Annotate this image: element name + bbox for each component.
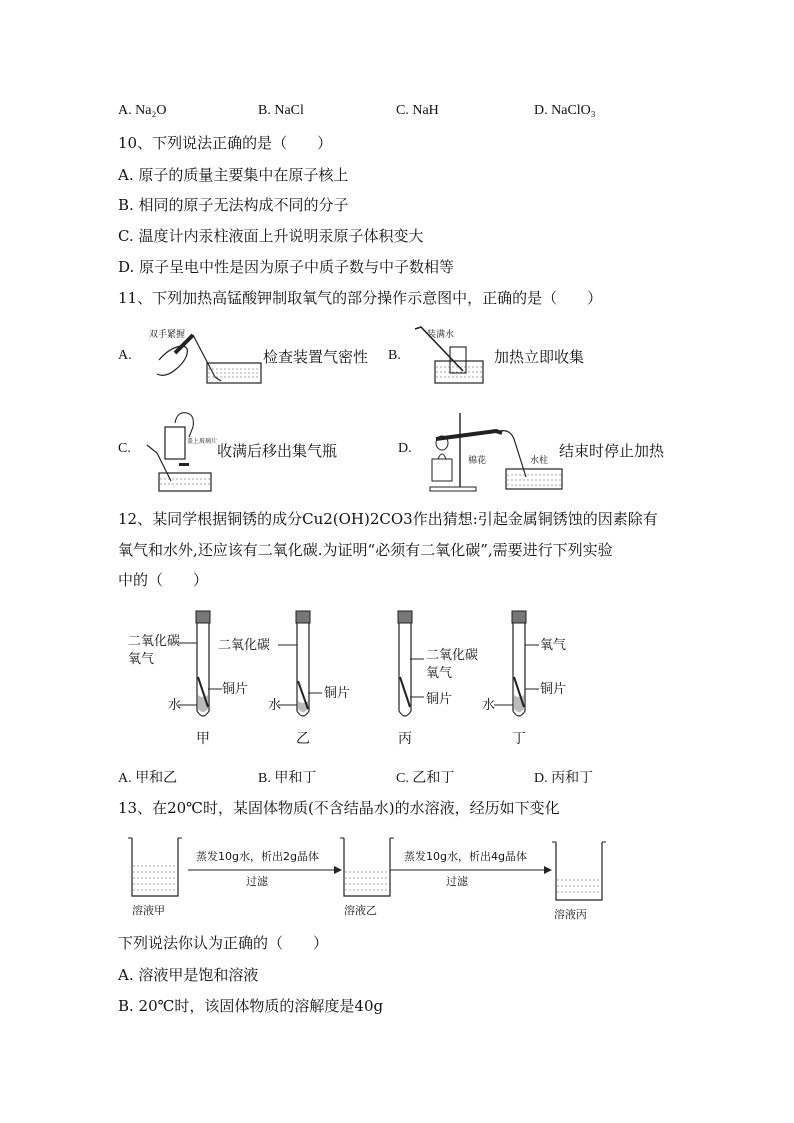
tube-jia-name: 甲 bbox=[196, 731, 210, 747]
q12-stem-line2: 氧气和水外,还应该有二氧化碳.为证明“必须有二氧化碳”,需要进行下列实验 bbox=[118, 541, 613, 559]
q11-option-d-letter: D. bbox=[398, 441, 412, 456]
tube-ding bbox=[482, 611, 566, 747]
q9-option-a: A. Na₂O bbox=[118, 103, 167, 118]
q12-option-b: B. 甲和丁 bbox=[258, 771, 317, 786]
q13-option-a: A. 溶液甲是饱和溶液 bbox=[118, 966, 259, 984]
tube-ding-name: 丁 bbox=[512, 731, 526, 747]
q9-option-c: C. NaH bbox=[396, 103, 439, 118]
q11-figure-c-label: 盖上玻璃片 bbox=[187, 438, 218, 445]
beaker-bing bbox=[552, 842, 606, 921]
q10-option-c: C. 温度计内汞柱液面上升说明汞原子体积变大 bbox=[118, 227, 424, 245]
q11-figure-d bbox=[424, 405, 564, 495]
tube-yi bbox=[218, 611, 350, 747]
q11-option-c-letter: C. bbox=[118, 441, 131, 456]
q12-option-a: A. 甲和乙 bbox=[118, 771, 178, 786]
q11-figure-b-label: 装满水 bbox=[427, 330, 455, 340]
q11-figure-a bbox=[145, 325, 265, 387]
step1-bottom-label: 过滤 bbox=[246, 875, 268, 888]
beaker-yi bbox=[340, 838, 394, 917]
tube-ding-gas-1: 氧气 bbox=[540, 638, 567, 653]
q11-figure-c bbox=[145, 405, 218, 495]
tube-yi-water: 水 bbox=[268, 698, 282, 713]
q13-beaker-figure bbox=[118, 830, 608, 922]
tube-bing-gas-1: 二氧化碳 bbox=[426, 648, 479, 663]
tube-yi-gas-1: 二氧化碳 bbox=[218, 638, 271, 653]
q11-figure-d-label-cotton: 棉花 bbox=[468, 456, 487, 466]
beaker-jia-label: 溶液甲 bbox=[132, 904, 165, 917]
tube-yi-copper: 铜片 bbox=[324, 686, 351, 701]
tube-jia-water: 水 bbox=[168, 698, 182, 713]
tube-ding-water: 水 bbox=[482, 698, 496, 713]
tube-bing-name: 丙 bbox=[398, 731, 412, 747]
q11-figure-d-label-water: 水柱 bbox=[530, 456, 549, 466]
q12-option-d: D. 丙和丁 bbox=[534, 771, 594, 786]
q12-option-c: C. 乙和丁 bbox=[396, 771, 455, 786]
step2-bottom-label: 过滤 bbox=[446, 875, 468, 888]
q11-option-a-letter: A. bbox=[118, 348, 132, 363]
step2-top-label: 蒸发10g水，析出4g晶体 bbox=[404, 850, 527, 863]
q11-option-c-caption: 收满后移出集气瓶 bbox=[217, 442, 338, 460]
q12-tubes-figure bbox=[118, 605, 618, 755]
q10-option-a: A. 原子的质量主要集中在原子核上 bbox=[118, 166, 349, 184]
tube-ding-copper: 铜片 bbox=[540, 682, 567, 697]
q11-option-a-caption: 检查装置气密性 bbox=[263, 348, 369, 366]
tube-jia-gas-1: 二氧化碳 bbox=[128, 634, 181, 649]
q13-option-b: B. 20℃时，该固体物质的溶解度是40g bbox=[118, 997, 384, 1015]
q11-stem: 11、下列加热高锰酸钾制取氧气的部分操作示意图中，正确的是（ ） bbox=[118, 289, 603, 307]
tube-yi-name: 乙 bbox=[296, 731, 310, 747]
tube-bing bbox=[398, 611, 478, 747]
q13-stem: 13、在20℃时，某固体物质(不含结晶水)的水溶液，经历如下变化 bbox=[118, 799, 560, 817]
q11-option-b-letter: B. bbox=[388, 348, 401, 363]
tube-jia bbox=[128, 611, 248, 747]
beaker-jia bbox=[128, 838, 182, 917]
tube-bing-copper: 铜片 bbox=[426, 692, 453, 707]
q9-option-d: D. NaClO₃ bbox=[534, 103, 596, 118]
q12-stem-line1: 12、某同学根据铜锈的成分Cu2(OH)2CO3作出猜想:引起金属铜锈蚀的因素除有 bbox=[118, 510, 658, 528]
step1-top-label: 蒸发10g水，析出2g晶体 bbox=[196, 850, 319, 863]
tube-bing-gas-2: 氧气 bbox=[426, 666, 453, 681]
q12-stem-line3: 中的（ ） bbox=[118, 571, 209, 589]
beaker-bing-label: 溶液丙 bbox=[554, 908, 587, 921]
q11-option-b-caption: 加热立即收集 bbox=[494, 348, 585, 366]
q11-option-d-caption: 结束时停止加热 bbox=[559, 442, 665, 460]
q9-option-b: B. NaCl bbox=[258, 103, 304, 118]
beaker-yi-label: 溶液乙 bbox=[344, 904, 377, 917]
q10-option-d: D. 原子呈电中性是因为原子中质子数与中子数相等 bbox=[118, 258, 455, 276]
q10-stem: 10、下列说法正确的是（ ） bbox=[118, 134, 333, 152]
tube-jia-copper: 铜片 bbox=[222, 682, 249, 697]
q13-question: 下列说法你认为正确的（ ） bbox=[118, 934, 329, 952]
q11-figure-b bbox=[405, 325, 485, 387]
q10-option-b: B. 相同的原子无法构成不同的分子 bbox=[118, 196, 349, 214]
tube-jia-gas-2: 氧气 bbox=[128, 652, 155, 667]
q11-figure-a-label: 双手紧握 bbox=[149, 330, 186, 340]
